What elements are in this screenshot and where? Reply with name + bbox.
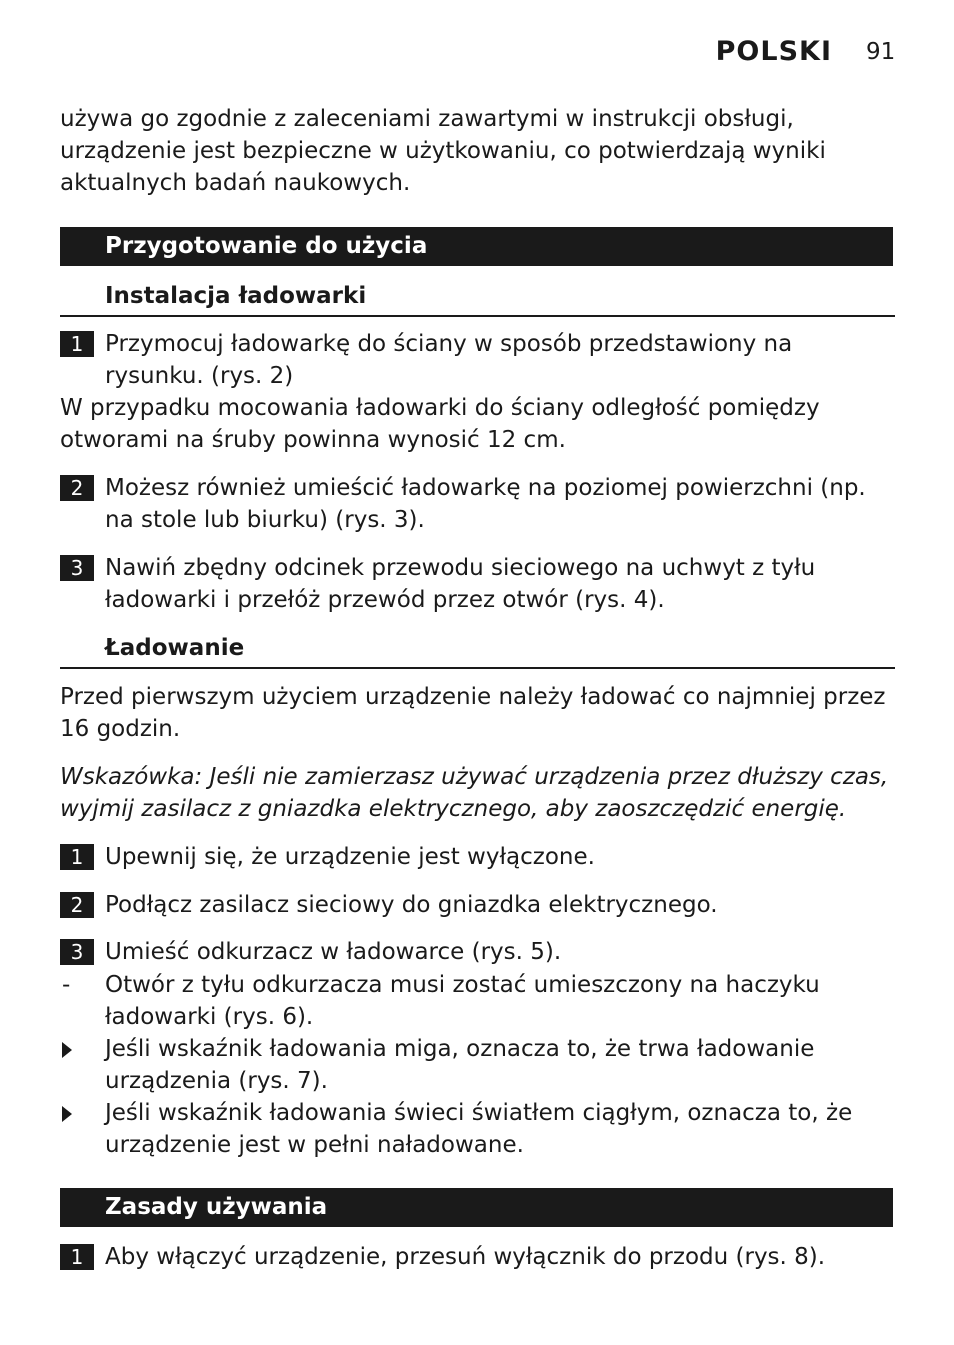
step-number-badge: 1: [60, 331, 94, 357]
section-heading-preparation: Przygotowanie do użycia: [60, 227, 893, 266]
charging-paragraph: Przed pierwszym użyciem urządzenie należy ładować co najmniej przez 16 godzin.: [60, 684, 886, 742]
step-item: [60, 552, 895, 616]
step-text: Aby włączyć urządzenie, przesuń wyłącznik do przodu (rys. 8).: [105, 1244, 826, 1270]
result-text: Jeśli wskaźnik ładowania miga, oznacza to, że trwa ładowanie urządzenia (rys. 7).: [105, 1036, 815, 1094]
step-text: Nawiń zbędny odcinek przewodu sieciowego na uchwyt z tyłu ładowarki i przełóż przewód przez otwór (rys. 4).: [105, 555, 816, 613]
dash-list-item: [60, 969, 895, 1033]
dash-bullet: -: [62, 972, 71, 998]
page-language-header: POLSKI: [715, 36, 832, 67]
page-number: 91: [866, 39, 896, 65]
step-item: [60, 936, 895, 968]
dash-item-text: Otwór z tyłu odkurzacza musi zostać umieszczony na haczyku ładowarki (rys. 6).: [105, 972, 820, 1030]
result-text: Jeśli wskaźnik ładowania świeci światłem ciągłym, oznacza to, że urządzenie jest w pełni naładowane.: [105, 1100, 853, 1158]
step-text: Przymocuj ładowarkę do ściany w sposób przedstawiony na rysunku. (rys. 2): [105, 331, 793, 389]
triangle-bullet-icon: [62, 1042, 72, 1058]
subheading-charger-installation: Instalacja ładowarki: [60, 281, 895, 317]
note-paragraph: W przypadku mocowania ładowarki do ściany odległość pomiędzy otworami na śruby powinna wynosić 12 cm.: [60, 395, 820, 453]
result-item: [60, 1033, 895, 1097]
step-number-badge: 1: [60, 1244, 94, 1270]
intro-paragraph: używa go zgodnie z zaleceniami zawartymi w instrukcji obsługi, urządzenie jest bezpieczne w użytkowaniu, co potwierdzają wyniki aktualnych badań naukowych.: [60, 106, 826, 196]
step-item: [60, 328, 895, 392]
step-item: [60, 472, 895, 536]
step-text: Upewnij się, że urządzenie jest wyłączone.: [105, 844, 595, 870]
section-heading-usage: Zasady używania: [60, 1188, 893, 1227]
step-number-badge: 3: [60, 939, 94, 965]
step-number-badge: 3: [60, 555, 94, 581]
step-text: Podłącz zasilacz sieciowy do gniazdka elektrycznego.: [105, 892, 718, 918]
step-number-badge: 1: [60, 844, 94, 870]
step-text: Możesz również umieścić ładowarkę na poziomej powierzchni (np. na stole lub biurku) (rys. 3).: [105, 475, 866, 533]
result-item: [60, 1097, 895, 1161]
step-item: [60, 1241, 895, 1273]
tip-paragraph: Wskazówka: Jeśli nie zamierzasz używać urządzenia przez dłuższy czas, wyjmij zasilacz z gniazdka elektrycznego, aby zaoszczędzić energię.: [60, 764, 889, 822]
step-number-badge: 2: [60, 475, 94, 501]
subheading-charging: Ładowanie: [60, 633, 895, 669]
step-text: Umieść odkurzacz w ładowarce (rys. 5).: [105, 939, 562, 965]
triangle-bullet-icon: [62, 1106, 72, 1122]
step-item: [60, 841, 895, 873]
step-number-badge: 2: [60, 892, 94, 918]
step-item: [60, 889, 895, 921]
